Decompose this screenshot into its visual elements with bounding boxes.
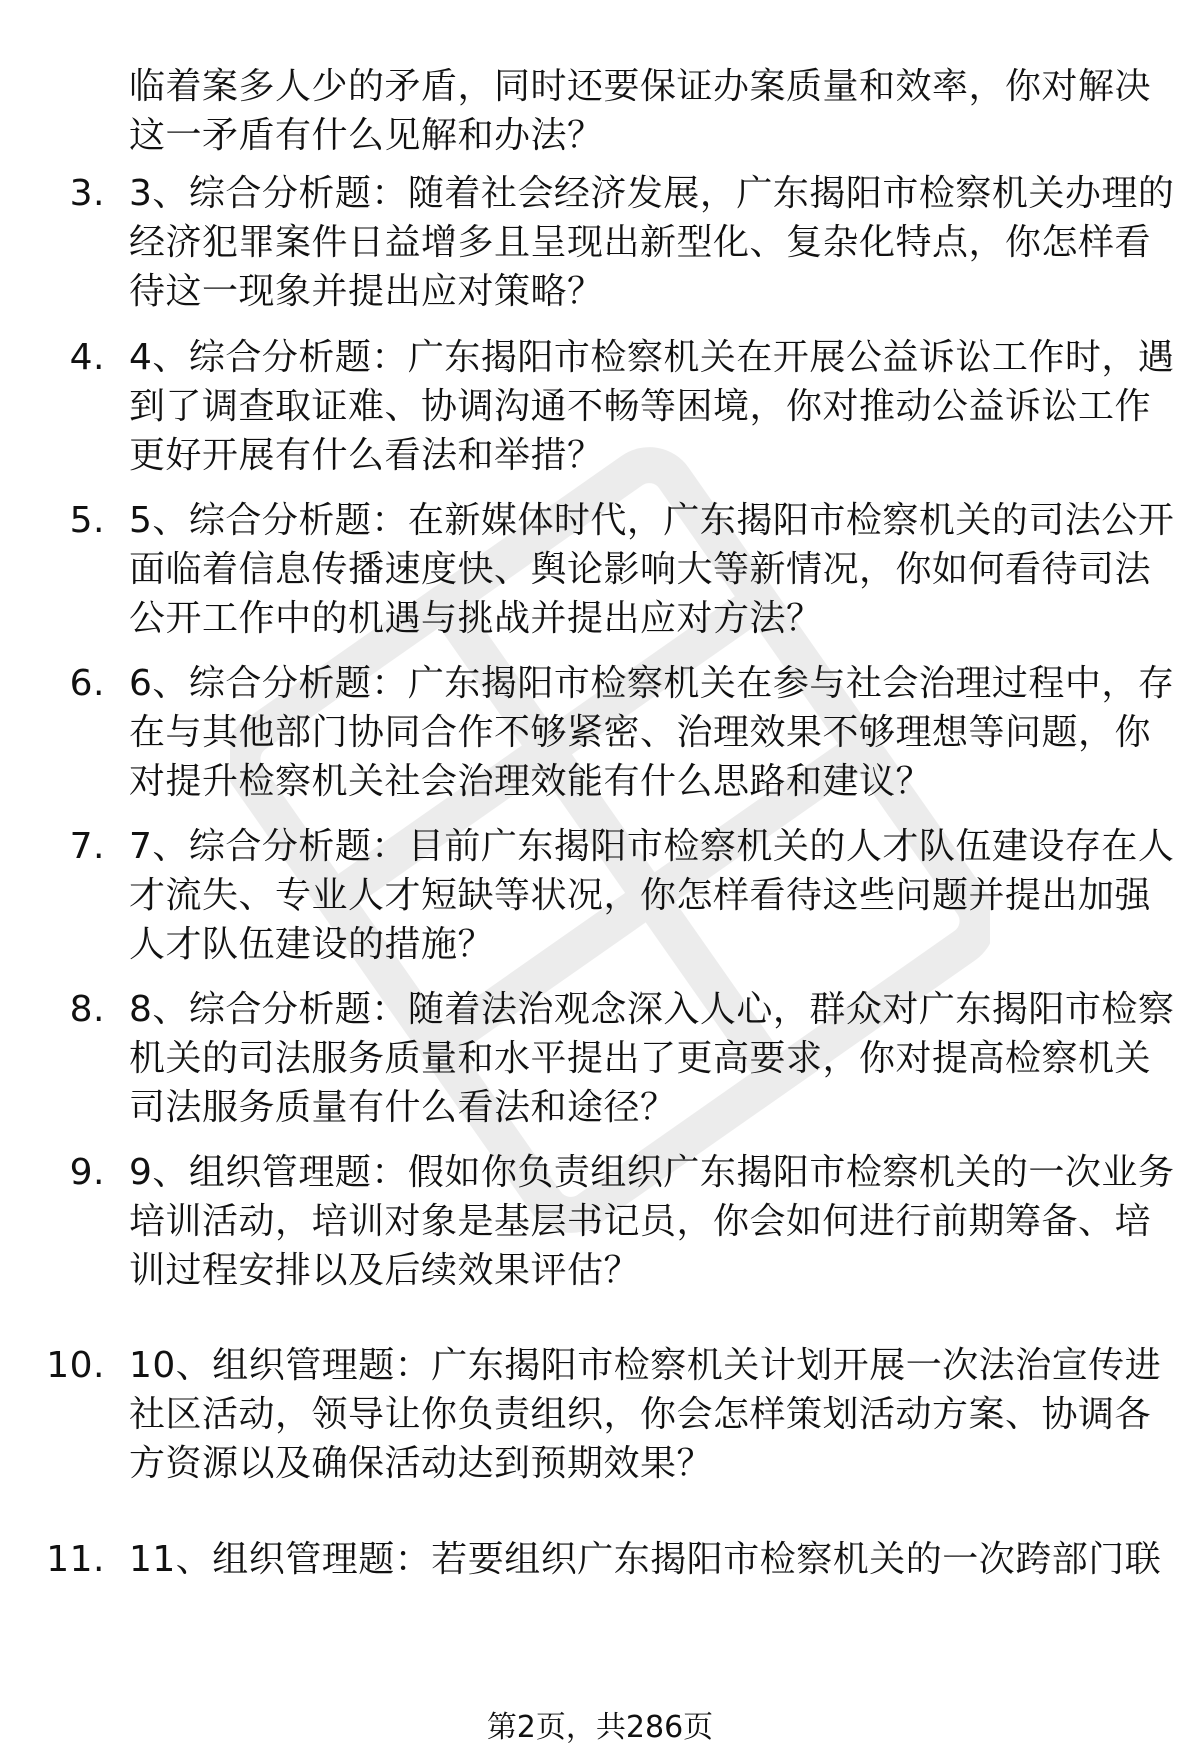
text-line: 司法服务质量有什么看法和途径？ — [129, 1087, 677, 1128]
text-line: 3、综合分析题：随着社会经济发展，广东揭阳市检察机关办理的 — [129, 173, 1175, 214]
text-line: 10、组织管理题：广东揭阳市检察机关计划开展一次法治宣传进 — [129, 1345, 1162, 1386]
text-line: 社区活动，领导让你负责组织，你会怎样策划活动方案、协调各 — [129, 1394, 1152, 1435]
page-footer: 第2页，共286页 — [486, 1710, 714, 1745]
list-number: 8. — [69, 989, 105, 1030]
list-number: 10. — [46, 1345, 105, 1386]
list-number: 11. — [46, 1539, 105, 1580]
list-number: 9. — [69, 1152, 105, 1193]
text-line: 7、综合分析题：目前广东揭阳市检察机关的人才队伍建设存在人 — [129, 826, 1175, 867]
text-line: 机关的司法服务质量和水平提出了更高要求，你对提高检察机关 — [129, 1038, 1152, 1079]
text-line: 6、综合分析题：广东揭阳市检察机关在参与社会治理过程中，存 — [129, 663, 1175, 704]
text-line: 人才队伍建设的措施？ — [129, 924, 495, 965]
text-line: 待这一现象并提出应对策略？ — [129, 271, 604, 312]
text-line: 临着案多人少的矛盾，同时还要保证办案质量和效率，你对解决 — [129, 66, 1152, 107]
text-line: 才流失、专业人才短缺等状况，你怎样看待这些问题并提出加强 — [129, 875, 1152, 916]
list-number: 5. — [69, 500, 105, 541]
text-line: 这一矛盾有什么见解和办法？ — [129, 115, 604, 156]
list-number: 7. — [69, 826, 105, 867]
text-line: 在与其他部门协同合作不够紧密、治理效果不够理想等问题，你 — [129, 712, 1152, 753]
question-text — [129, 1148, 1175, 1295]
text-line: 4、综合分析题：广东揭阳市检察机关在开展公益诉讼工作时，遇 — [129, 337, 1175, 378]
list-number: 4. — [69, 337, 105, 378]
text-line: 5、综合分析题：在新媒体时代，广东揭阳市检察机关的司法公开 — [129, 500, 1175, 541]
text-line: 面临着信息传播速度快、舆论影响大等新情况，你如何看待司法 — [129, 549, 1152, 590]
question-text — [129, 496, 1175, 643]
question-text — [129, 1341, 1169, 1488]
question-text — [129, 1535, 1169, 1584]
text-line: 公开工作中的机遇与挑战并提出应对方法？ — [129, 598, 823, 639]
text-line: 11、组织管理题：若要组织广东揭阳市检察机关的一次跨部门联 — [129, 1539, 1162, 1580]
text-line: 9、组织管理题：假如你负责组织广东揭阳市检察机关的一次业务 — [129, 1152, 1175, 1193]
text-line: 经济犯罪案件日益增多且呈现出新型化、复杂化特点，你怎样看 — [129, 222, 1152, 263]
text-line: 培训活动，培训对象是基层书记员，你会如何进行前期筹备、培 — [129, 1201, 1152, 1242]
question-text — [129, 985, 1175, 1132]
question-text — [129, 822, 1175, 969]
continuation-paragraph — [129, 62, 1169, 160]
list-number: 3. — [69, 173, 105, 214]
text-line: 8、综合分析题：随着法治观念深入人心，群众对广东揭阳市检察 — [129, 989, 1175, 1030]
question-text — [129, 333, 1175, 480]
list-number: 6. — [69, 663, 105, 704]
question-text — [129, 659, 1175, 806]
text-line: 训过程安排以及后续效果评估？ — [129, 1250, 641, 1291]
text-line: 方资源以及确保活动达到预期效果？ — [129, 1443, 714, 1484]
text-line: 到了调查取证难、协调沟通不畅等困境，你对推动公益诉讼工作 — [129, 386, 1152, 427]
text-line: 对提升检察机关社会治理效能有什么思路和建议？ — [129, 761, 933, 802]
question-text — [129, 169, 1175, 316]
text-line: 更好开展有什么看法和举措？ — [129, 435, 604, 476]
